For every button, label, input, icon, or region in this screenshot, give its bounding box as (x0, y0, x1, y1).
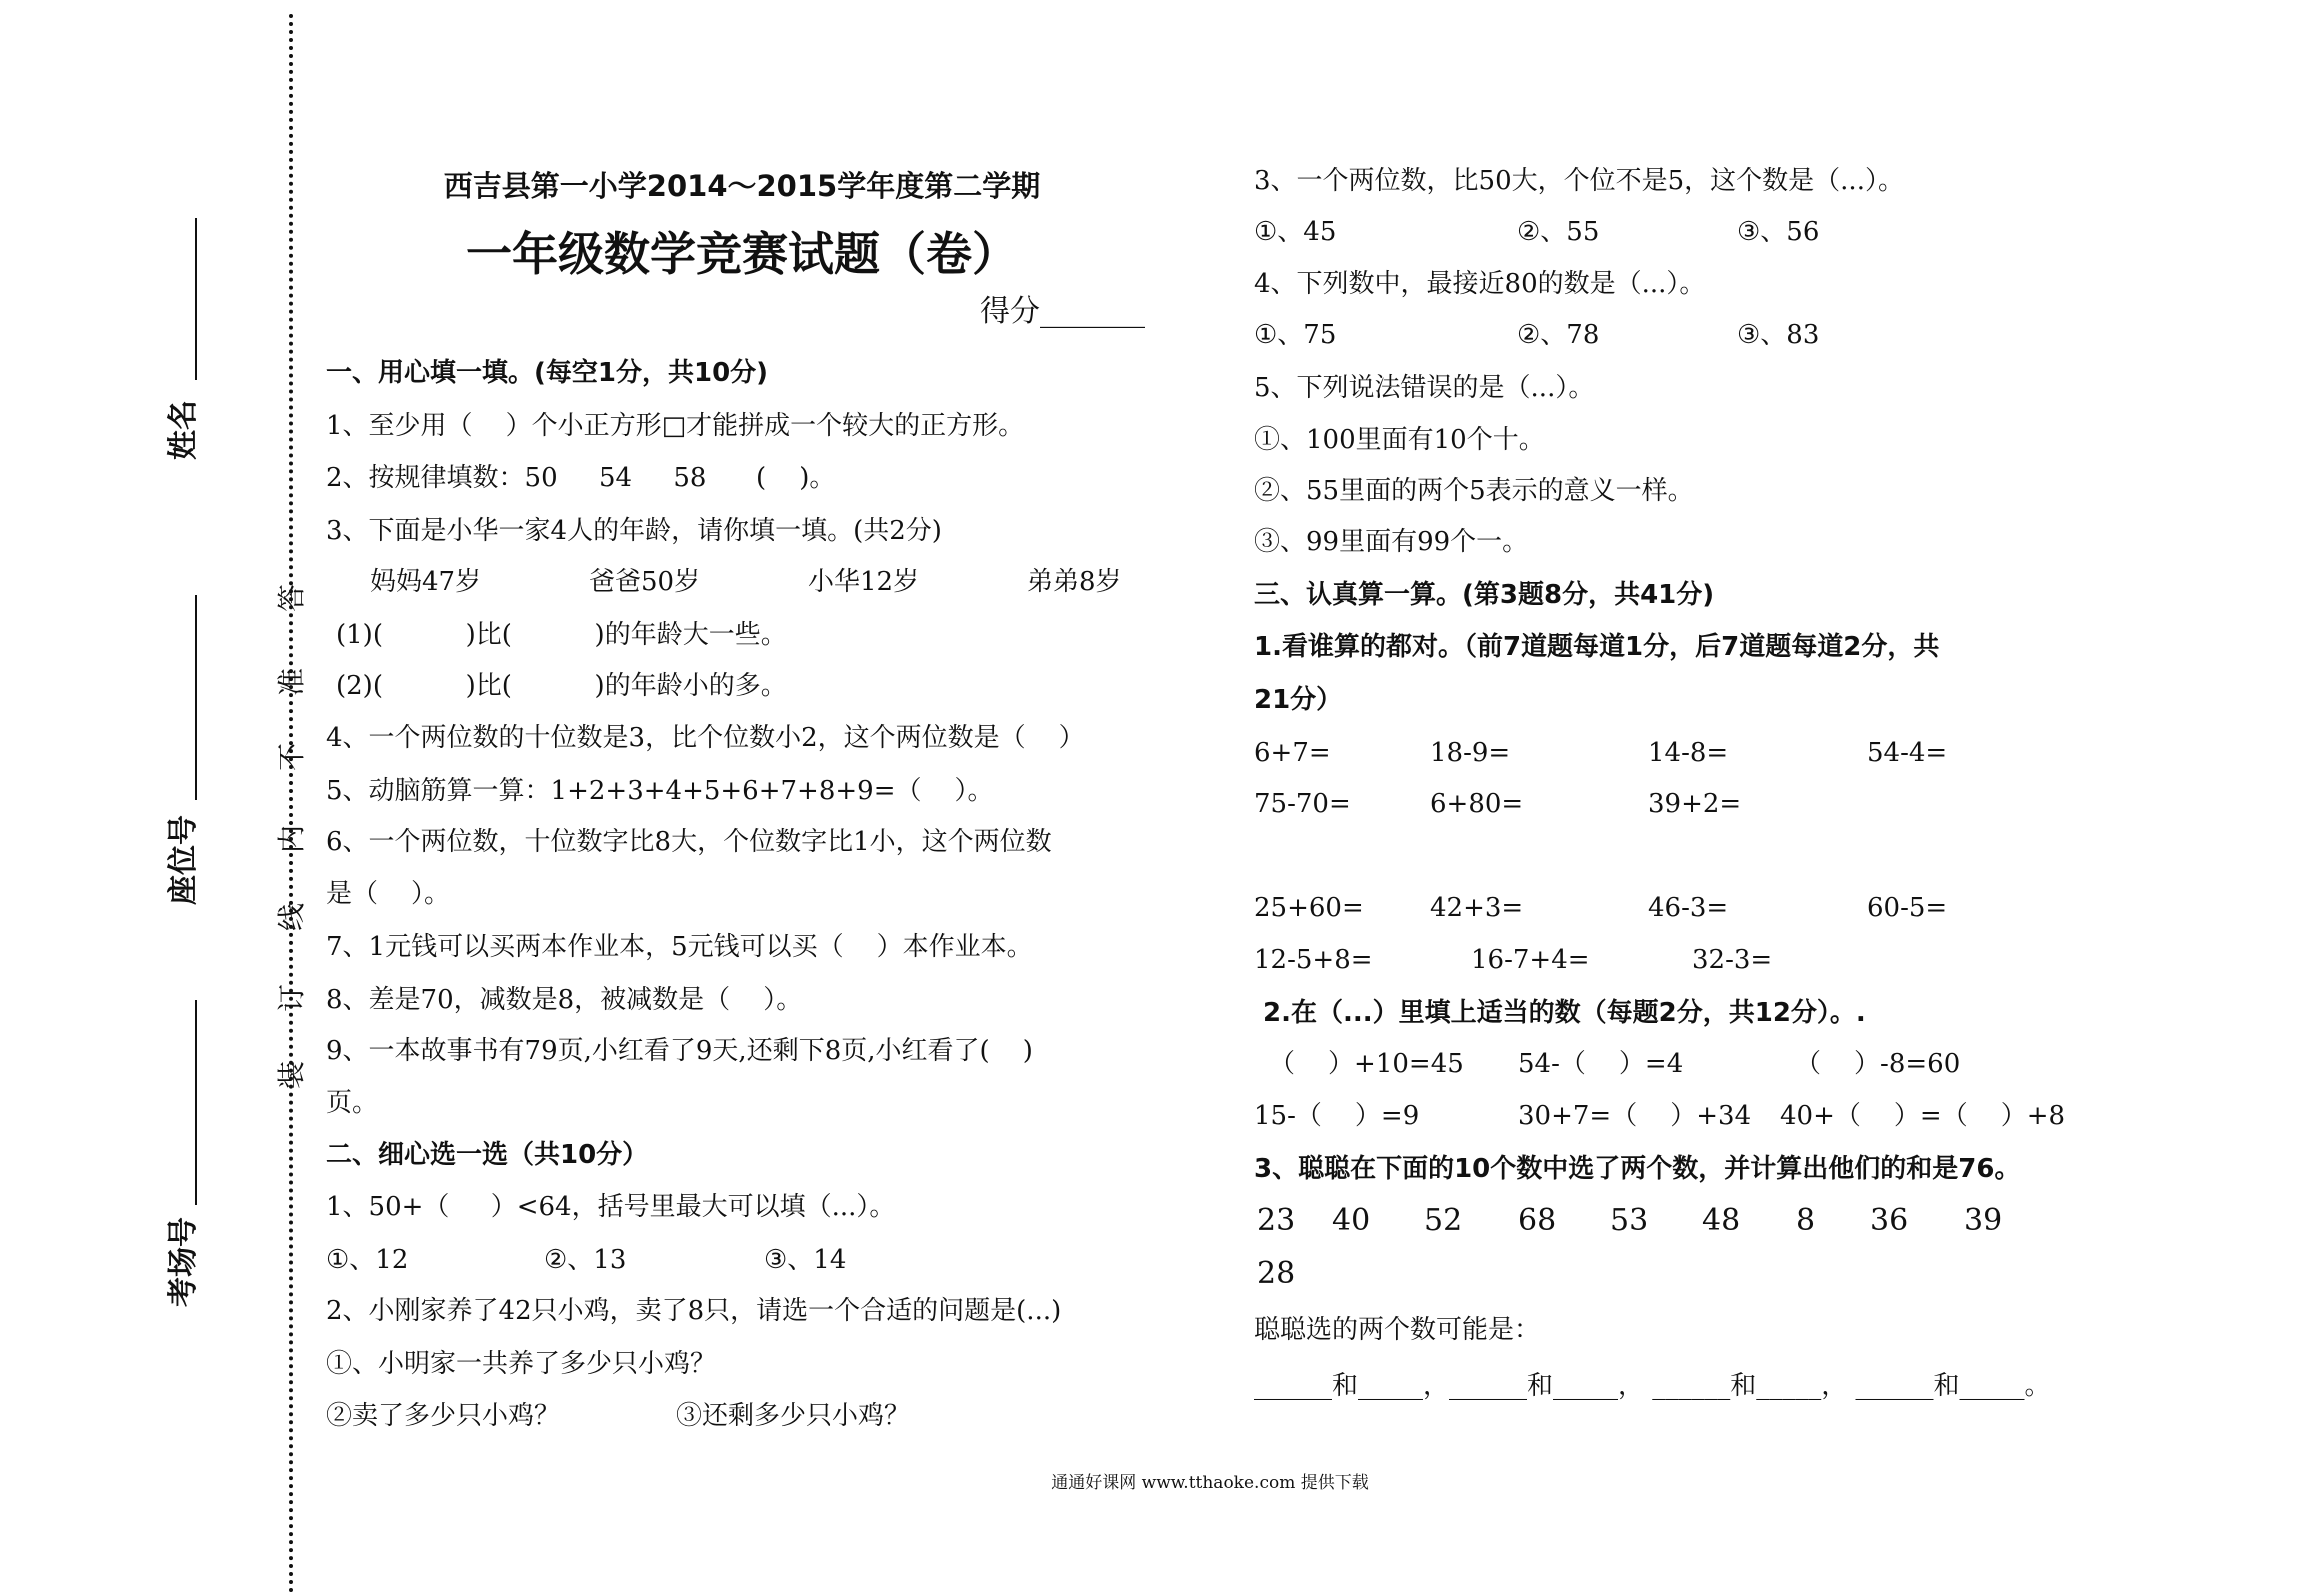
question-1-9: 9、一本故事书有79页,小红看了9天,还剩下8页,小红看了( ) (326, 1036, 1033, 1066)
calc-item: 6+7= (1254, 738, 1331, 768)
choice-5-option: ②、55里面的两个5表示的意义一样。 (1254, 476, 1694, 506)
fill-item: （ ）+10=45 (1269, 1049, 1464, 1079)
choice-1-option: ②、13 (544, 1245, 627, 1275)
calc-3-prompt: 聪聪选的两个数可能是： (1254, 1315, 1541, 1345)
choice-5-option: ①、100里面有10个十。 (1254, 425, 1545, 455)
calc-2-title: 2.在（...）里填上适当的数（每题2分，共12分）。. (1254, 998, 1866, 1028)
exam-title: 一年级数学竞赛试题（卷） (466, 227, 1018, 281)
seal-char: 内 (275, 824, 309, 854)
choice-3-option: ①、45 (1254, 217, 1337, 247)
question-1-3a: (1)( )比( )的年龄大一些。 (336, 620, 787, 650)
question-1-5: 5、动脑筋算一算：1+2+3+4+5+6+7+8+9=（ ）。 (326, 776, 994, 806)
number-item: 68 (1518, 1203, 1557, 1238)
number-item: 52 (1424, 1203, 1463, 1238)
question-1-3: 3、下面是小华一家4人的年龄，请你填一填。(共2分) (326, 516, 942, 546)
question-1-4: 4、一个两位数的十位数是3，比个位数小2，这个两位数是（ ） (326, 723, 1085, 753)
number-item: 48 (1702, 1203, 1741, 1238)
number-item: 39 (1964, 1203, 2003, 1238)
number-item: 40 (1332, 1203, 1371, 1238)
choice-4-option: ①、75 (1254, 320, 1337, 350)
choice-5: 5、下列说法错误的是（...）。 (1254, 373, 1595, 403)
seat-underline (195, 595, 197, 800)
seat-label: 座位号 (166, 815, 201, 905)
choice-1-option: ①、12 (326, 1245, 409, 1275)
calc-item: 60-5= (1867, 893, 1948, 923)
score-field: 得分_______ (980, 294, 1145, 329)
question-1-8: 8、差是70，减数是8，被减数是（ ）。 (326, 985, 803, 1015)
question-1-3b: (2)( )比( )的年龄小的多。 (336, 671, 787, 701)
number-item: 36 (1870, 1203, 1909, 1238)
section-1-title: 一、用心填一填。(每空1分，共10分) (326, 358, 769, 388)
choice-3: 3、一个两位数，比50大，个位不是5，这个数是（...）。 (1254, 166, 1904, 196)
calc-item: 16-7+4= (1471, 945, 1590, 975)
choice-4: 4、下列数中，最接近80的数是（...）。 (1254, 269, 1706, 299)
question-1-2: 2、按规律填数：50 54 58 ( )。 (326, 463, 836, 493)
question-1-1: 1、至少用（ ）个小正方形□才能拼成一个较大的正方形。 (326, 411, 1025, 441)
question-1-9-cont: 页。 (326, 1088, 379, 1118)
choice-5-option: ③、99里面有99个一。 (1254, 527, 1529, 557)
calc-item: 25+60= (1254, 893, 1364, 923)
seal-char: 不 (275, 742, 309, 772)
age-item: 爸爸50岁 (589, 567, 701, 597)
calc-item: 12-5+8= (1254, 945, 1373, 975)
seal-char: 订 (275, 983, 309, 1013)
calc-item: 14-8= (1648, 738, 1729, 768)
seal-char: 装 (275, 1060, 309, 1090)
question-1-6-cont: 是（ ）。 (326, 879, 451, 909)
calc-item: 18-9= (1430, 738, 1511, 768)
calc-item: 42+3= (1430, 893, 1524, 923)
room-underline (195, 1000, 197, 1205)
calc-item: 46-3= (1648, 893, 1729, 923)
fill-item: （ ）-8=60 (1795, 1049, 1961, 1079)
choice-2: 2、小刚家养了42只小鸡，卖了8只，请选一个合适的问题是(...) (326, 1296, 1062, 1326)
choice-4-option: ②、78 (1517, 320, 1600, 350)
calc-item: 39+2= (1648, 789, 1742, 819)
number-item: 23 (1257, 1203, 1296, 1238)
age-item: 弟弟8岁 (1027, 567, 1122, 597)
calc-3-answer-blanks: ______和_____，______和_____， ______和_____， ______和_____。 (1254, 1371, 2051, 1401)
footer-credit: 通通好课网 www.tthaoke.com 提供下载 (1051, 1473, 1369, 1493)
age-item: 小华12岁 (808, 567, 920, 597)
question-1-6: 6、一个两位数，十位数字比8大，个位数字比1小，这个两位数 (326, 827, 1052, 857)
fill-item: 15-（ ）=9 (1254, 1101, 1420, 1131)
choice-3-option: ③、56 (1737, 217, 1820, 247)
name-label: 姓名 (166, 400, 201, 460)
number-item: 53 (1610, 1203, 1649, 1238)
choice-2-option: ②卖了多少只小鸡？ (326, 1401, 561, 1431)
calc-item: 6+80= (1430, 789, 1524, 819)
choice-1: 1、50+（ ）<64，括号里最大可以填（...）。 (326, 1192, 896, 1222)
choice-3-option: ②、55 (1517, 217, 1600, 247)
fill-item: 30+7=（ ）+34 (1518, 1101, 1752, 1131)
calc-1-title: 1.看谁算的都对。（前7道题每道1分，后7道题每道2分，共 (1254, 632, 1940, 662)
section-3-title: 三、认真算一算。(第3题8分，共41分) (1254, 580, 1715, 610)
room-label: 考场号 (166, 1217, 201, 1307)
choice-2-option: ③还剩多少只小鸡？ (676, 1401, 911, 1431)
number-item: 8 (1796, 1203, 1816, 1238)
age-item: 妈妈47岁 (370, 567, 482, 597)
seal-char: 准 (275, 667, 309, 697)
choice-4-option: ③、83 (1737, 320, 1820, 350)
calc-3-title: 3、聪聪在下面的10个数中选了两个数，并计算出他们的和是76。 (1254, 1154, 2021, 1184)
exam-school-title: 西吉县第一小学2014～2015学年度第二学期 (443, 169, 1041, 203)
calc-item: 54-4= (1867, 738, 1948, 768)
calc-item: 75-70= (1254, 789, 1351, 819)
choice-2-option: ①、小明家一共养了多少只小鸡？ (326, 1349, 717, 1379)
calc-1-title-cont: 21分） (1254, 685, 1343, 715)
seal-char: 答 (275, 583, 309, 613)
number-item: 28 (1257, 1256, 1296, 1291)
section-2-title: 二、细心选一选（共10分） (326, 1140, 649, 1170)
fill-item: 54-（ ）=4 (1518, 1049, 1684, 1079)
choice-1-option: ③、14 (764, 1245, 847, 1275)
calc-item: 32-3= (1692, 945, 1773, 975)
fill-item: 40+（ ）=（ ）+8 (1780, 1101, 2066, 1131)
question-1-7: 7、1元钱可以买两本作业本，5元钱可以买（ ）本作业本。 (326, 932, 1033, 962)
seal-char: 线 (275, 902, 309, 932)
